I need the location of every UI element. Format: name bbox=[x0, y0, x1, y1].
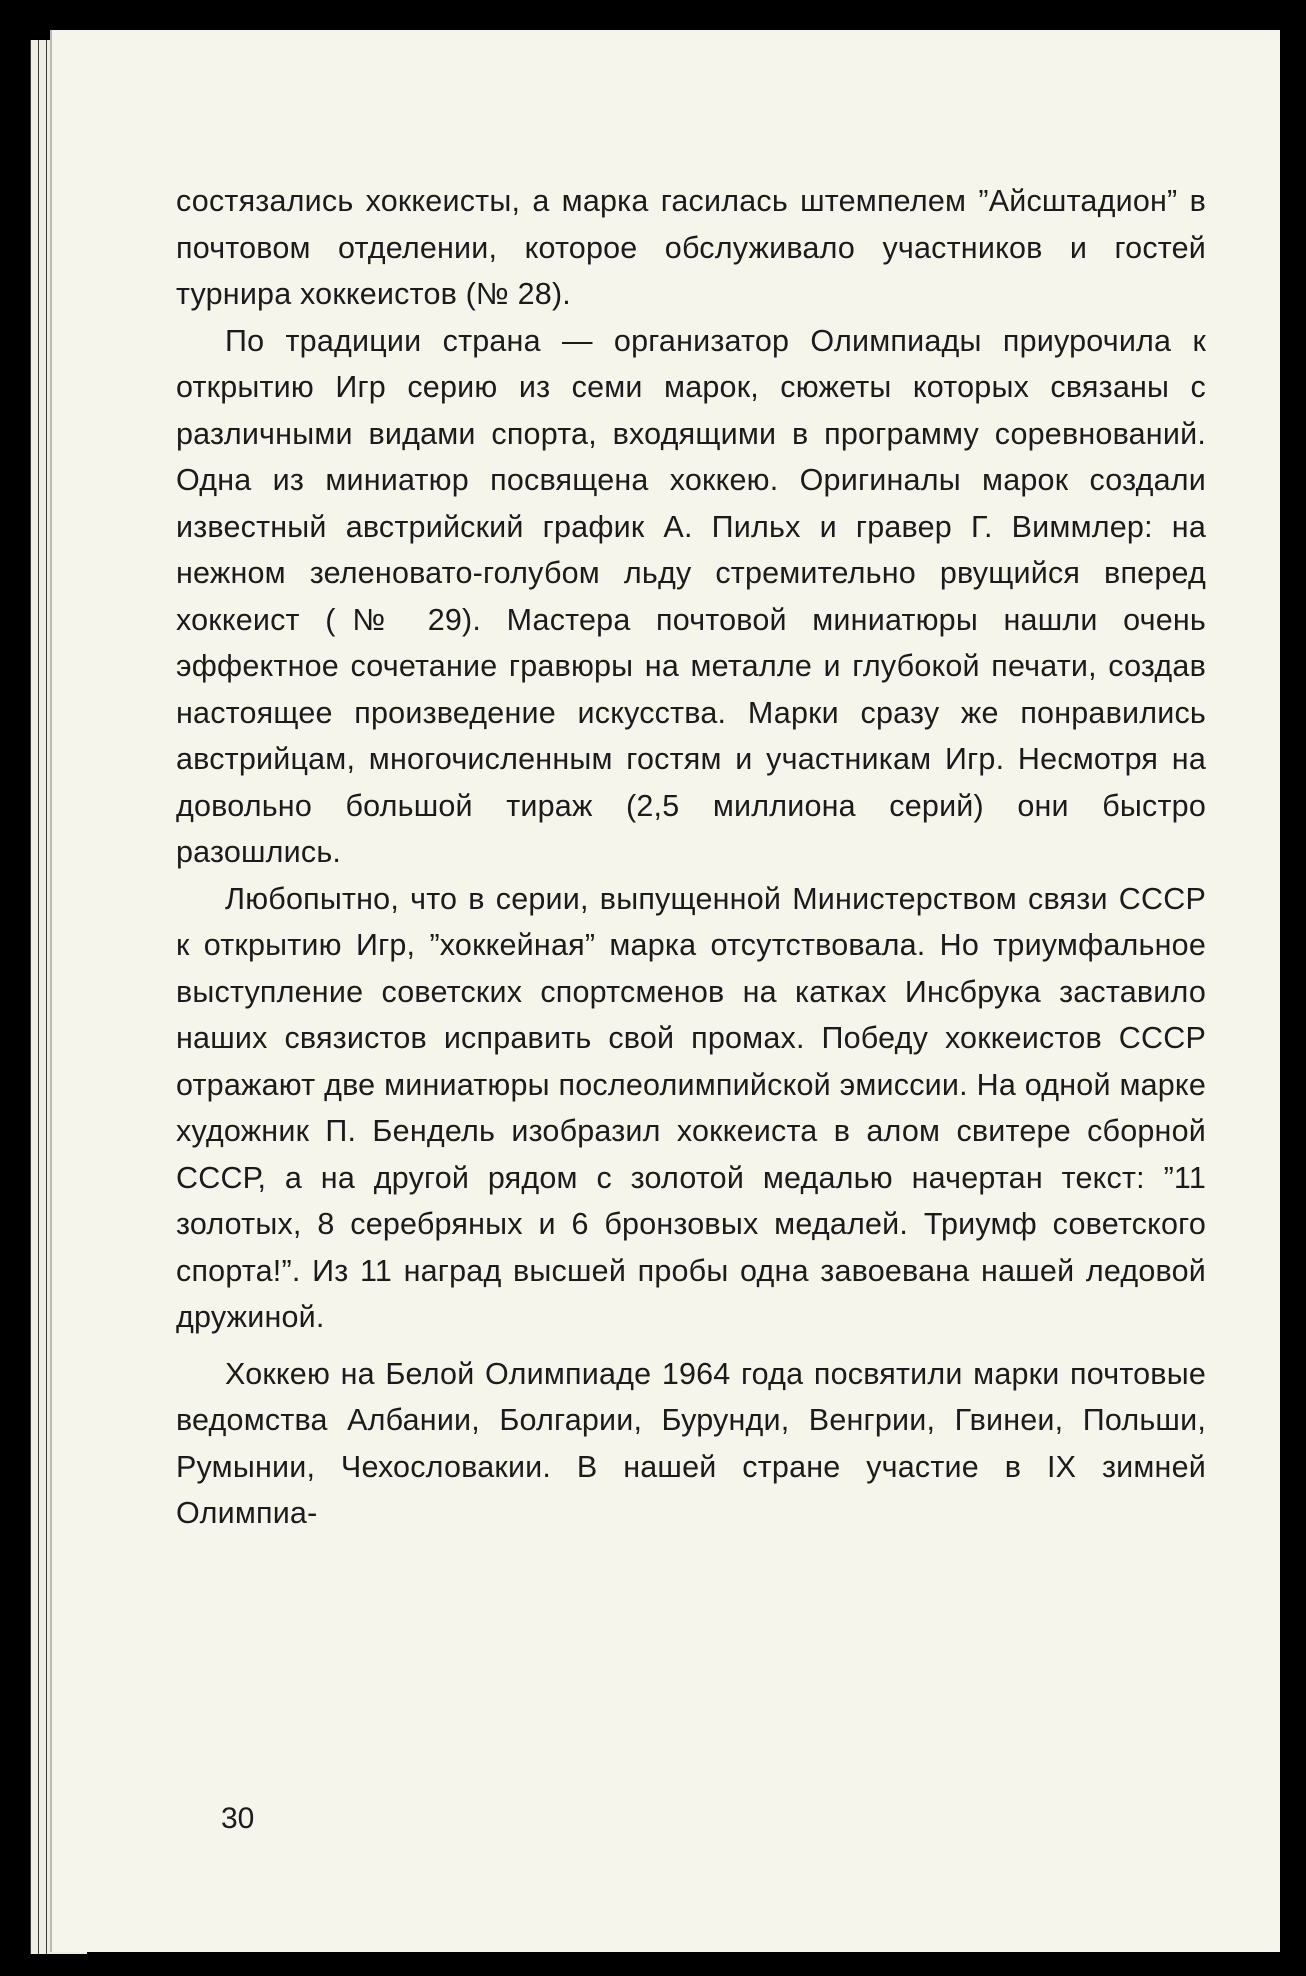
body-text bbox=[176, 178, 1206, 1537]
paragraph-continuation: состязались хоккеисты, а марка гасилась штемпелем ”Айсштадион” в почтовом отделении, которое обслуживало участников и гостей турнира хоккеистов (№ 28). bbox=[176, 184, 1206, 311]
paragraph-ussr-stamps: Любопытно, что в серии, выпущенной Министерством связи СССР к открытию Игр, ”хоккейная” марка отсутствовала. Но триумфальное выступление советских спортсменов на катках Инсбрука заставило наших связистов исправить свой промах. Победу хоккеистов СССР отражают две миниатюры послеолимпийской эмиссии. На одной марке художник П. Бендель изобразил хоккеиста в алом свитере сборной СССР, а на другой рядом с золотой медалью начертан текст: ”11 золотых, 8 серебряных и 6 бронзовых медалей. Триумф советского спорта!”. Из 11 наград высшей пробы одна завоевана нашей ледовой дружиной. bbox=[176, 881, 1206, 1334]
paragraph-tradition: По традиции страна — организатор Олимпиады приурочила к открытию Игр серию из семи марок, сюжеты которых связаны с различными видами спорта, входящими в программу соревнований. Одна из миниатюр посвящена хоккею. Оригиналы марок создали известный австрийский график А. Пильх и гравер Г. Виммлер: на нежном зеленовато-голубом льду стремительно рвущийся вперед хоккеист (№ 29). Мастера почтовой миниатюры нашли очень эффектное сочетание гравюры на металле и глубокой печати, создав настоящее произведение искусства. Марки сразу же понравились австрийцам, многочисленным гостям и участникам Игр. Несмотря на довольно большой тираж (2,5 миллиона серий) они быстро разошлись. bbox=[176, 323, 1206, 869]
paragraph-1964-stamps: Хоккею на Белой Олимпиаде 1964 года посвятили марки почтовые ведомства Албании, Болгарии, Бурунди, Венгрии, Гвинеи, Польши, Румынии, Чехословакии. В нашей стране участие в IX зимней Олимпиа- bbox=[176, 1356, 1206, 1530]
page-number: 30 bbox=[221, 1802, 255, 1835]
